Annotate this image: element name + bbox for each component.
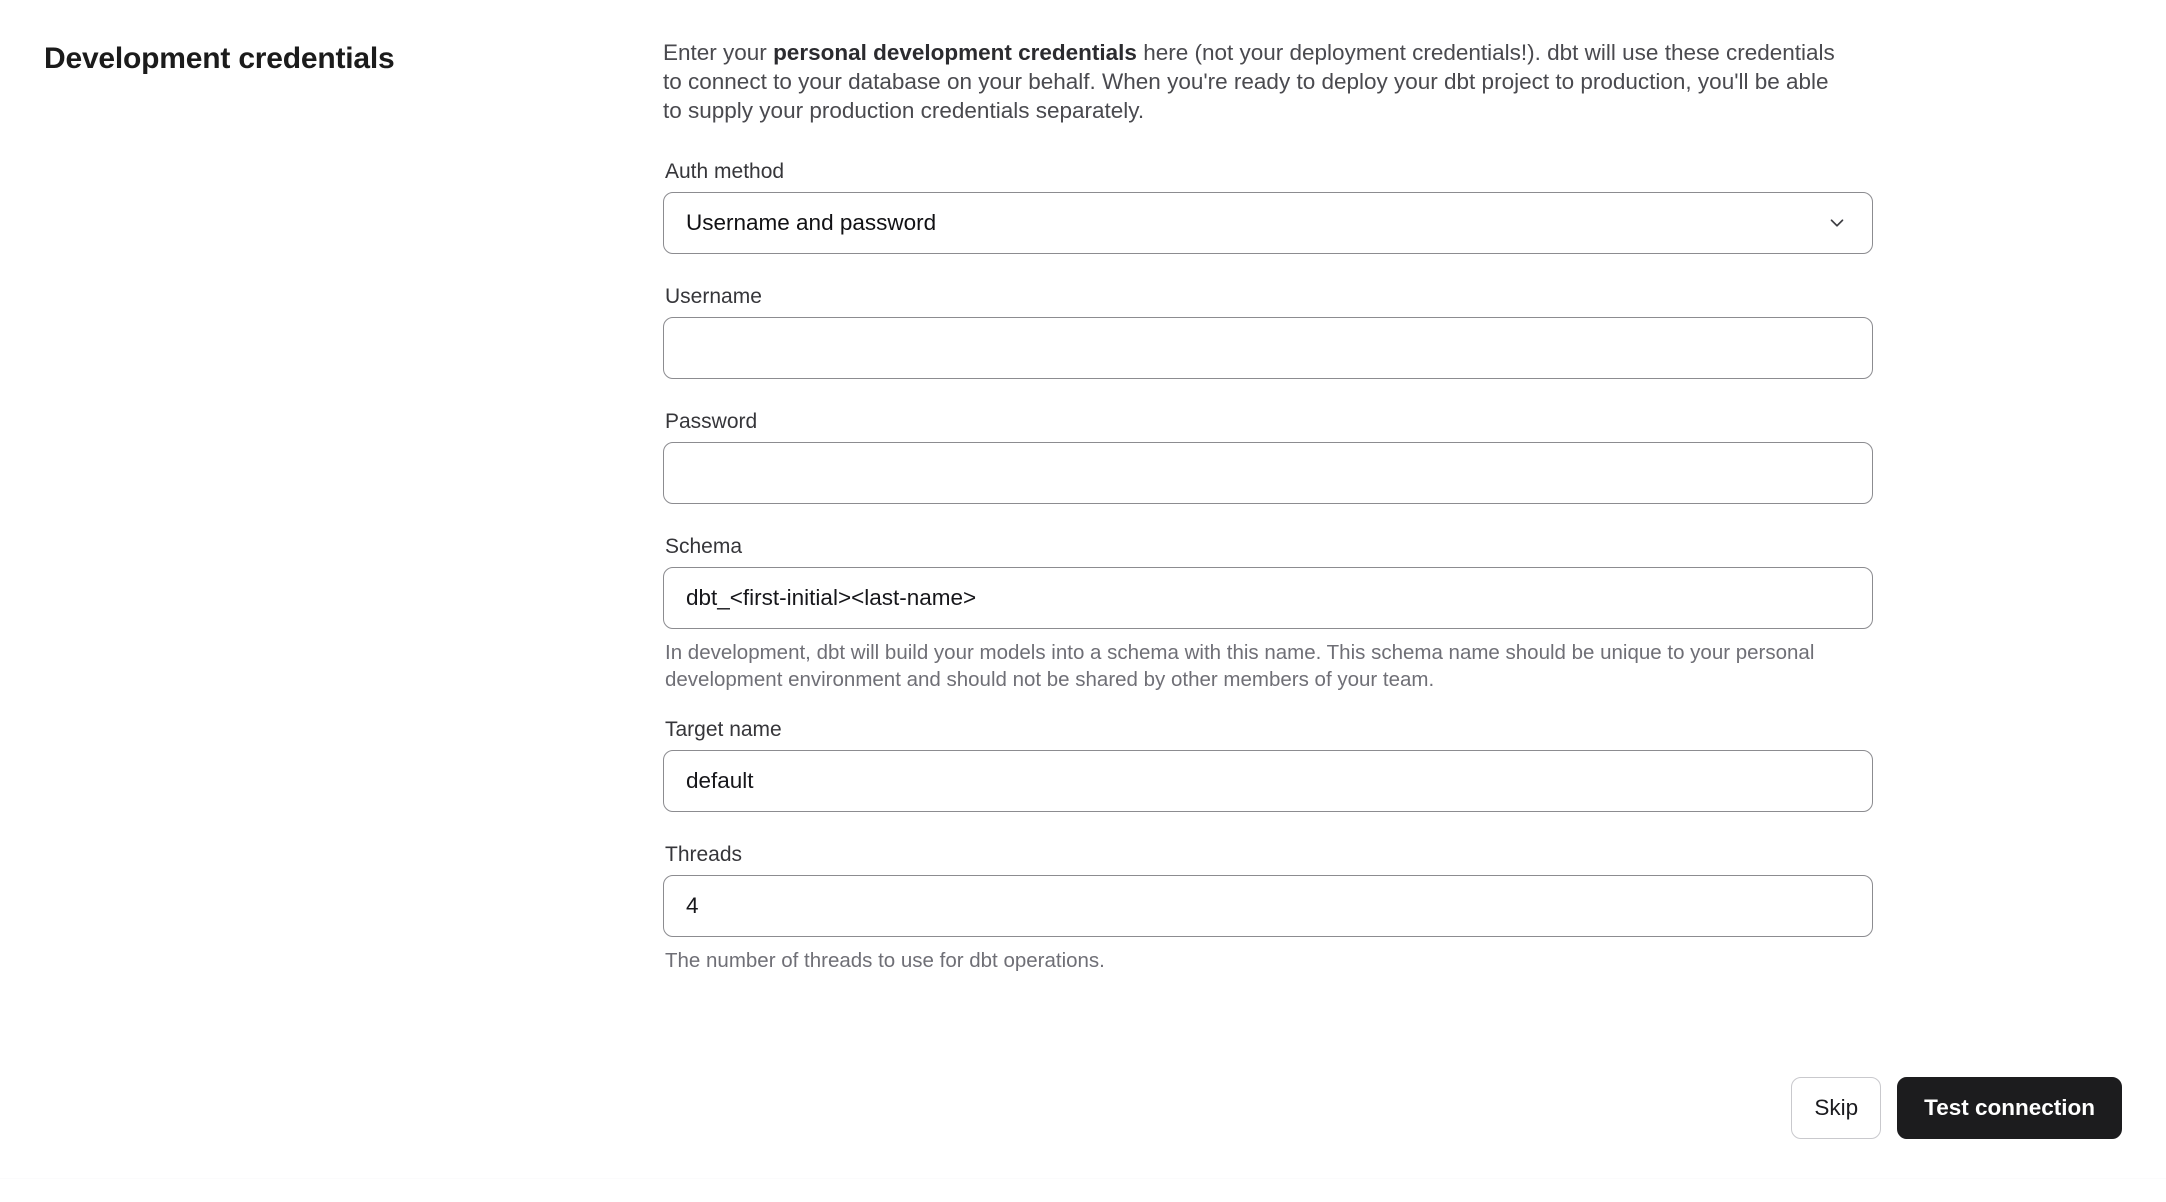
spacer [663, 254, 1873, 284]
spacer [663, 504, 1873, 534]
schema-input[interactable] [663, 567, 1873, 629]
field-auth-method [663, 159, 1873, 254]
spacer [663, 379, 1873, 409]
auth-method-select[interactable] [663, 192, 1873, 254]
password-label: Password [665, 410, 758, 433]
field-username [663, 284, 1873, 379]
intro-text-before: Enter your [663, 40, 774, 65]
threads-input[interactable] [663, 875, 1873, 937]
page-title: Development credentials [44, 42, 395, 75]
skip-button[interactable]: Skip [1791, 1077, 1881, 1139]
intro-text-after: here (not your deployment credentials!). dbt will use these credentials to connect to your database on your behalf. When you're ready to deploy your dbt project to production, you'll be able to supply your production credentials separately. [663, 40, 1835, 123]
username-input[interactable] [663, 317, 1873, 379]
credentials-form [663, 38, 1873, 974]
target-name-label: Target name [665, 718, 782, 741]
schema-help-text: In development, dbt will build your models into a schema with this name. This schema name should be unique to your personal development environment and should not be shared by other members of your team. [665, 641, 1815, 691]
spacer [663, 693, 1873, 717]
schema-label: Schema [665, 535, 743, 558]
threads-help-text: The number of threads to use for dbt operations. [665, 949, 1105, 972]
threads-label: Threads [665, 843, 743, 866]
password-input[interactable] [663, 442, 1873, 504]
chevron-down-icon [1826, 212, 1848, 234]
username-label: Username [665, 285, 762, 308]
target-name-value: default [686, 768, 754, 793]
threads-value: 4 [686, 893, 699, 918]
form-actions [1791, 1077, 2122, 1139]
auth-method-label: Auth method [665, 160, 785, 183]
field-target-name [663, 717, 1873, 812]
target-name-input[interactable] [663, 750, 1873, 812]
intro-text-bold: personal development credentials [773, 40, 1137, 65]
intro-description [663, 38, 1843, 125]
schema-value: dbt_<first-initial><last-name> [686, 585, 977, 610]
field-threads [663, 842, 1873, 974]
field-schema [663, 534, 1873, 693]
auth-method-value: Username and password [686, 210, 937, 235]
page-title-column [44, 40, 604, 78]
field-password [663, 409, 1873, 504]
test-connection-button[interactable]: Test connection [1897, 1077, 2122, 1139]
spacer [663, 812, 1873, 842]
bottom-divider [0, 1178, 2166, 1179]
